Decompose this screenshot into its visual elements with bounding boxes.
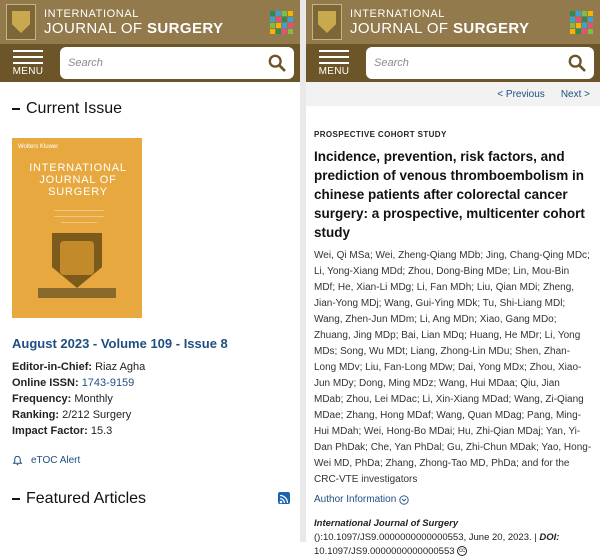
brand-line2-prefix: JOURNAL OF: [350, 19, 449, 37]
previous-link[interactable]: < Previous: [497, 88, 545, 100]
menu-label: MENU: [318, 65, 350, 77]
issue-cover-image[interactable]: [12, 138, 142, 318]
brand-line1: INTERNATIONAL: [44, 7, 139, 20]
search-box: [366, 47, 594, 79]
journal-wordmark[interactable]: [44, 8, 223, 37]
chevron-down-circle-icon: [399, 495, 409, 505]
article-pager: [306, 82, 600, 106]
impact-row: [12, 423, 288, 439]
featured-articles-heading: [0, 490, 300, 508]
menu-button[interactable]: [312, 47, 356, 79]
brand-line2-prefix: JOURNAL OF: [44, 19, 143, 37]
brand-bar: [0, 0, 300, 44]
citation-block: [314, 517, 592, 559]
collapse-dash-icon[interactable]: [12, 498, 20, 500]
brand-line2: [44, 20, 223, 37]
bell-icon: [12, 455, 23, 466]
frequency-value: Monthly: [74, 393, 113, 405]
creative-commons-icon: cc: [459, 548, 466, 555]
issn-row: [12, 375, 288, 391]
journal-wordmark[interactable]: [350, 8, 529, 37]
frequency-row: [12, 391, 288, 407]
doi-label: DOI:: [539, 532, 560, 543]
cover-tagline-lines: ────────────── ────────────── ──────────: [54, 208, 104, 226]
etoc-alert-label: eTOC Alert: [31, 455, 81, 466]
journal-logo[interactable]: [6, 4, 36, 40]
editor-label: Editor-in-Chief:: [12, 361, 93, 373]
brand-line2-bold: SURGERY: [453, 19, 530, 37]
brand-line2: [350, 20, 529, 37]
nav-bar: [0, 44, 300, 82]
cover-title: INTERNATIONAL JOURNAL OF SURGERY: [29, 162, 127, 198]
issn-link[interactable]: 1743-9159: [81, 377, 135, 389]
impact-label: Impact Factor:: [12, 425, 88, 437]
hamburger-icon: [13, 50, 43, 64]
article-type: PROSPECTIVE COHORT STUDY: [314, 130, 447, 139]
search-icon[interactable]: [268, 54, 286, 72]
right-pane: [306, 0, 600, 557]
search-input[interactable]: [68, 57, 268, 69]
society-logo-icon: [270, 11, 292, 33]
next-link[interactable]: Next >: [560, 88, 590, 100]
ranking-value: 2/212 Surgery: [62, 409, 132, 421]
brand-line2-bold: SURGERY: [147, 19, 224, 37]
cover-ribbon: [38, 288, 116, 298]
cover-publisher: Wolters Kluwer: [18, 144, 59, 150]
cover-crest-icon: [52, 233, 102, 288]
left-pane: [0, 0, 300, 542]
author-list: Wei, Qi MSa; Wei, Zheng-Qiang MDb; Jing, Chang-Qing MDc; Li, Yong-Xiang MDd; Zhou, Dong-Bing MDe; Lin, Mou-Bin MDf; He, Xian-Li MDg; Li, Fan MDh; Liu, Qian MDi; Zheng, Jian-Yong MDj; Wang, Gui-Ying MDk; Tu, Shi-Liang MDl; Wang, Zhen-Jun MDm; Li, Ang MDn; Xiao, Gang MDo; Zhuang, Jing MDp; Bai, Lian MDq; Huang, He MDr; Li, Yong MDs; Song, Wu MDt; Liang, Zhong-Lin MDu; Shen, Zhan-Long MDv; Liu, Fan-Long MDw; Dai, Yong MDx; Zhou, Xiao-Jun MDy; Dong, Ming MDz; Wang, Hui MDaa; Qiu, Jian MDab; Zhou, Lei MDac; Li, Xin-Xiang MDad; Wang, Zi-Qiang MDae; Zhang, Hong MDaf; Wang, Quan MDag; Pang, Ming-Hui MDah; Wei, Hong-Bo MDai; Hu, Zhi-Qian MDaj; Yan, Yi-Dan PhDak; Che, Yan PhDal; Gu, Zhi-Chun MDak; Yao, Hong-Wei MD, PhDa; Zhang, Zhong-Tao MD, PhDa; and for the CRC-VTE investigators: [314, 250, 592, 485]
issue-title-link[interactable]: August 2023 - Volume 109 - Issue 8: [12, 336, 228, 351]
current-issue-heading: [0, 100, 300, 118]
etoc-alert-link[interactable]: [12, 455, 288, 466]
society-logo-icon: [570, 11, 592, 33]
brand-line1: INTERNATIONAL: [350, 7, 445, 20]
brand-bar: [306, 0, 600, 44]
menu-button[interactable]: [6, 47, 50, 79]
frequency-label: Frequency:: [12, 393, 72, 405]
ranking-label: Ranking:: [12, 409, 60, 421]
rss-icon[interactable]: [278, 492, 290, 504]
impact-value: 15.3: [90, 425, 113, 437]
current-issue-heading-text: Current Issue: [26, 100, 123, 117]
author-information-label: Author Information: [314, 494, 397, 505]
journal-meta: [12, 359, 288, 439]
search-box: [60, 47, 294, 79]
menu-label: MENU: [12, 65, 44, 77]
author-information-toggle[interactable]: [314, 494, 592, 505]
search-input[interactable]: [374, 57, 568, 69]
journal-name: International Journal of Surgery: [314, 518, 459, 529]
citation-text: ():10.1097/JS9.0000000000000553, June 20, 2023. |: [314, 532, 537, 543]
ranking-row: [12, 407, 288, 423]
article: [306, 130, 600, 559]
collapse-dash-icon[interactable]: [12, 108, 20, 110]
issn-label: Online ISSN:: [12, 377, 79, 389]
editor-value: Riaz Agha: [95, 361, 146, 373]
search-icon[interactable]: [568, 54, 586, 72]
doi-value[interactable]: 10.1097/JS9.0000000000000553: [314, 546, 455, 557]
featured-articles-heading-text: Featured Articles: [26, 490, 147, 507]
article-title: Incidence, prevention, risk factors, and prediction of venous thromboembolism in chinese patients after colorectal cancer surgery: a prospective, multicenter cohort study: [314, 149, 585, 240]
hamburger-icon: [319, 50, 349, 64]
journal-logo[interactable]: [312, 4, 342, 40]
editor-row: [12, 359, 288, 375]
nav-bar: [306, 44, 600, 82]
